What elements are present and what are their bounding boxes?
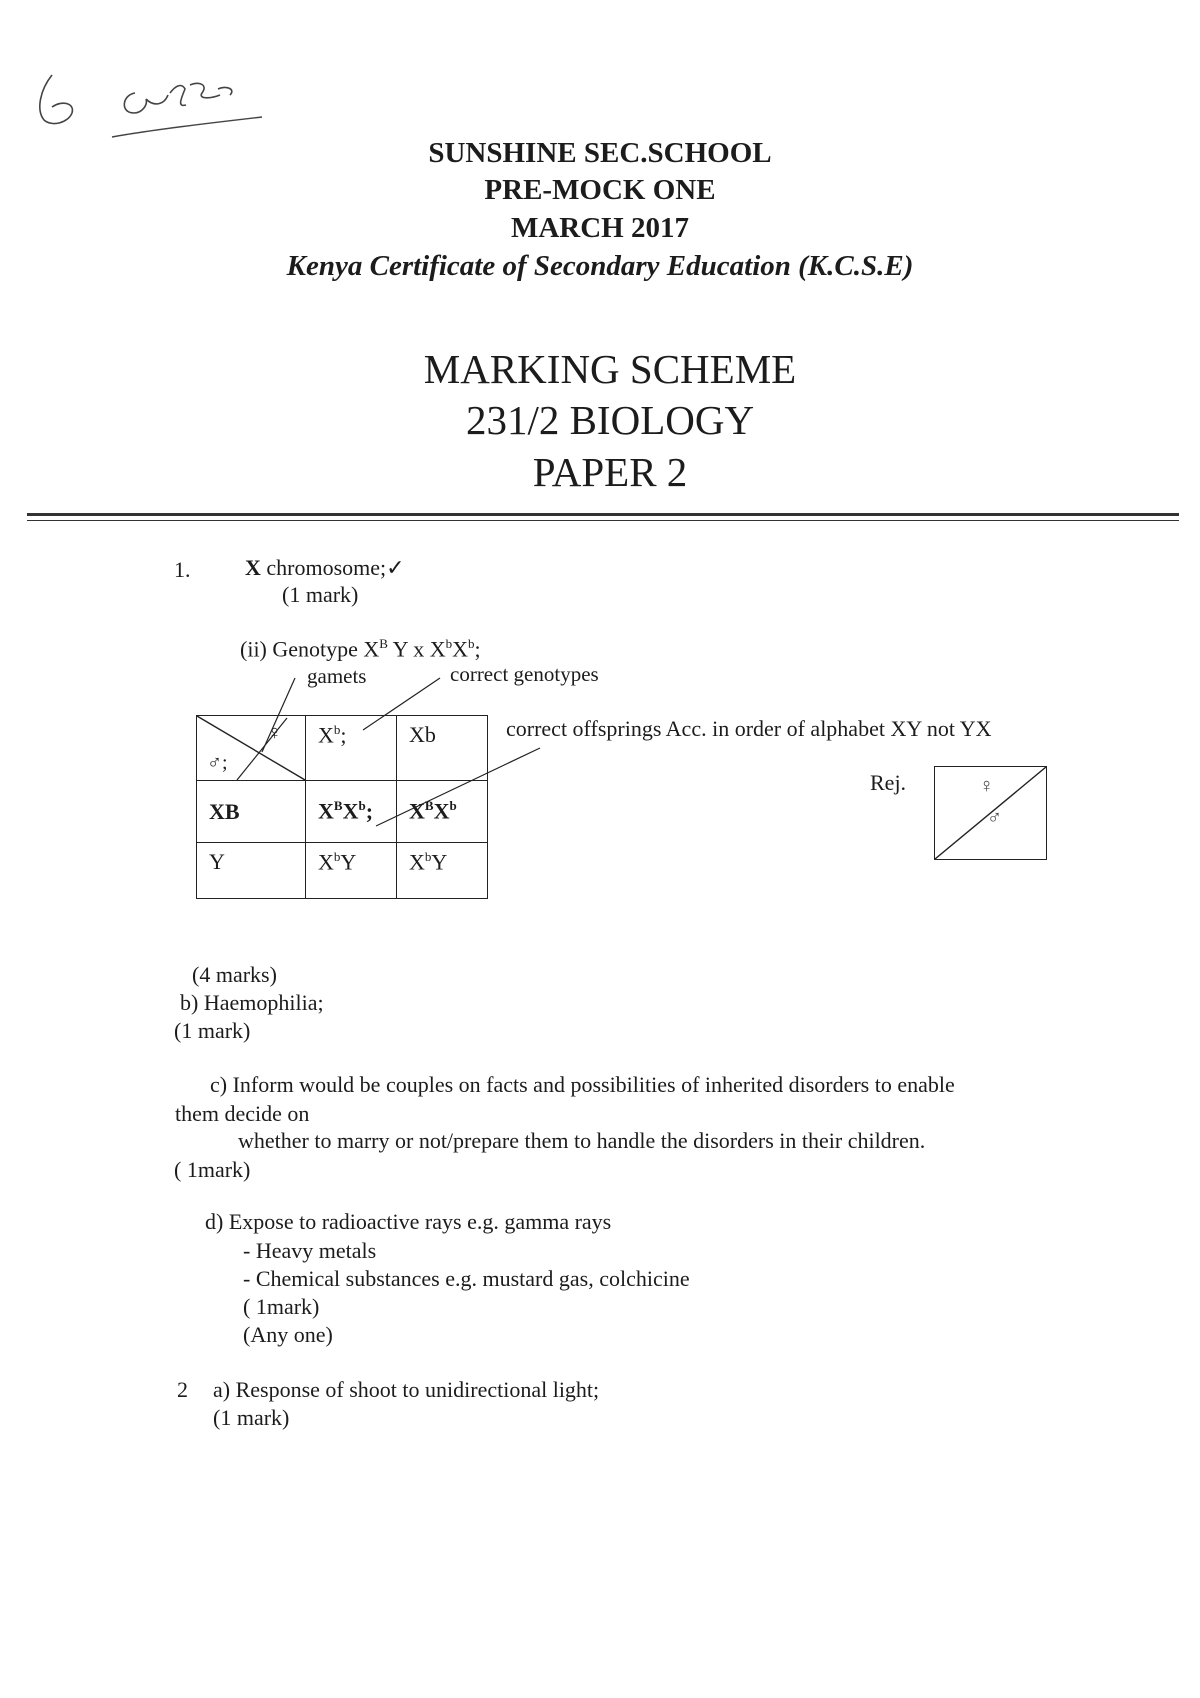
rej-female-symbol: ♀ [979, 775, 994, 797]
r2c1-a: X [318, 849, 334, 875]
genotype-sup3: b [468, 636, 475, 651]
r2c2-b: Y [431, 849, 448, 875]
genotype-sup2: b [445, 636, 453, 651]
punnett-row2-header: Y [197, 843, 306, 899]
male-symbol: ♂; [207, 752, 228, 774]
q1c-line3: whether to marry or not/prepare them to handle the disorders in their children. [238, 1128, 926, 1153]
r1c1-s2: b [358, 798, 366, 814]
genotype-prefix: (ii) Genotype X [240, 636, 380, 662]
offsprings-pointer-line [376, 748, 540, 826]
marking-scheme-title: MARKING SCHEME [423, 346, 797, 392]
q1-marks: (1 mark) [282, 582, 359, 607]
r1c2-a: X [409, 798, 425, 824]
r1c2-s1: B [424, 798, 434, 814]
gamets-pointer-line [262, 678, 295, 752]
r1c1-s1: B [333, 798, 343, 814]
q2a-answer: a) Response of shoot to unidirectional light; [213, 1377, 600, 1402]
r1c1-a: X [318, 798, 334, 824]
label-correct-offsprings: correct offsprings Acc. in order of alphabet XY not YX [506, 716, 992, 741]
rejected-box [934, 766, 1047, 860]
punnett-marks: (4 marks) [192, 962, 277, 987]
q1d-line3: - Chemical substances e.g. mustard gas, colchicine [243, 1266, 690, 1291]
q1c-line2: them decide on [175, 1101, 310, 1126]
rej-label: Rej. [870, 770, 907, 795]
q1d-any: (Any one) [243, 1322, 333, 1347]
q1-answer-bold: X [245, 555, 261, 580]
q2a-marks: (1 mark) [213, 1405, 290, 1430]
genotype-end: ; [474, 636, 481, 662]
subject-title: 231/2 BIOLOGY [465, 397, 755, 443]
q1-number: 1. [174, 557, 191, 582]
q1d-line2: - Heavy metals [243, 1238, 377, 1263]
r1c2-s2: b [449, 798, 457, 814]
col1-sup: b [333, 722, 341, 737]
school-name: SUNSHINE SEC.SCHOOL [428, 137, 772, 169]
r2c2-a: X [409, 849, 425, 875]
col1-base: X [318, 722, 334, 748]
punnett-col2-header: Xb [397, 716, 488, 781]
q1b-answer: b) Haemophilia; [180, 990, 324, 1015]
paper-title: PAPER 2 [532, 449, 688, 495]
q1b-marks: (1 mark) [174, 1018, 251, 1043]
label-gamets: gamets [307, 664, 367, 688]
label-correct-genotypes: correct genotypes [450, 662, 599, 686]
genotypes-pointer-line [363, 678, 440, 730]
r1c1-b: X [342, 798, 359, 824]
q2-number: 2 [177, 1377, 188, 1402]
col1-end: ; [340, 722, 347, 748]
rej-male-symbol: ♂ [987, 807, 1002, 829]
r2c1-s: b [333, 849, 341, 864]
genotype-sup1: B [379, 636, 388, 651]
exam-name: PRE-MOCK ONE [484, 174, 716, 206]
genotype-x: X [452, 636, 469, 662]
r2c1-b: Y [340, 849, 357, 875]
q1d-marks: ( 1mark) [243, 1294, 320, 1319]
q1d-line1: d) Expose to radioactive rays e.g. gamma rays [205, 1209, 612, 1234]
genotype-mid: Y x X [387, 636, 446, 662]
female-symbol: ♀ [267, 722, 282, 744]
q1-answer-text: chromosome;✓ [260, 555, 405, 580]
r1c2-b: X [433, 798, 450, 824]
r2c2-s: b [424, 849, 432, 864]
q1c-marks: ( 1mark) [174, 1157, 251, 1182]
r1c1-end: ; [365, 798, 374, 824]
q1c-line1: c) Inform would be couples on facts and possibilities of inherited disorders to enable [210, 1072, 955, 1097]
punnett-row1-header: XB [197, 781, 306, 843]
exam-date: MARCH 2017 [510, 212, 689, 244]
certificate-title: Kenya Certificate of Secondary Education (K.C.S.E) [286, 250, 914, 282]
